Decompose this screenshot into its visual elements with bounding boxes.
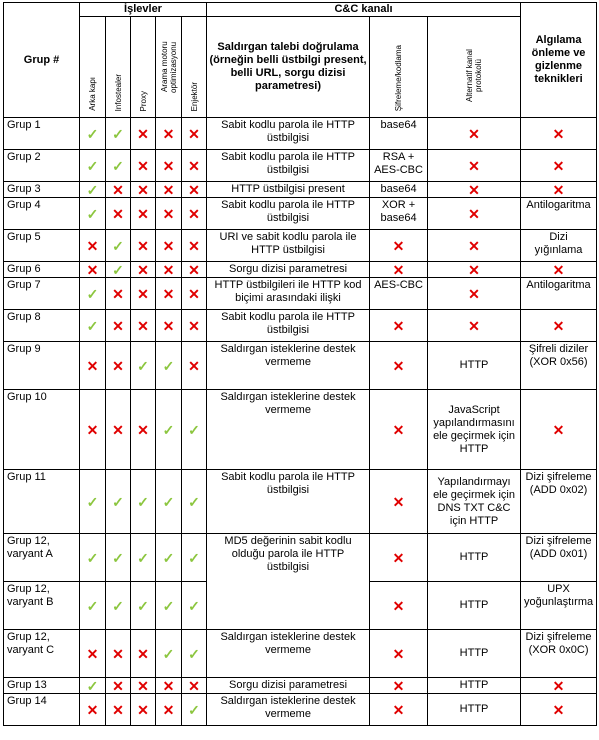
cross-icon: ✕	[392, 261, 405, 278]
infostealer-cell	[106, 678, 131, 694]
backdoor-header: Arka kapı	[80, 17, 106, 118]
injector-cell	[182, 678, 207, 694]
islevler-header: İşlevler	[80, 3, 207, 17]
cross-icon: ✕	[468, 237, 480, 254]
table-row	[4, 534, 597, 582]
auth-cell: Saldırgan isteklerine destek vermeme	[207, 630, 370, 678]
check-icon: ✓	[86, 205, 99, 222]
alt-channel-cell: Yapılandırmayı ele geçirmek için DNS TXT C&C için HTTP	[428, 470, 521, 534]
seo-cell	[156, 390, 182, 470]
infostealer-cell	[106, 694, 131, 726]
evasion-cell: Antilogaritma	[521, 278, 597, 310]
alt-channel-cell	[428, 262, 521, 278]
check-icon: ✓	[162, 597, 175, 614]
check-icon: ✓	[112, 237, 124, 254]
check-icon: ✓	[188, 597, 200, 614]
evasion-cell	[521, 182, 597, 198]
encryption-cell	[370, 342, 428, 390]
cross-icon: ✕	[112, 205, 124, 222]
alt-channel-cell	[428, 198, 521, 230]
alt-channel-cell: JavaScript yapılandırmasını ele geçirmek için HTTP	[428, 390, 521, 470]
table-row	[4, 230, 597, 262]
encryption-cell	[370, 390, 428, 470]
auth-cell: Sabit kodlu parola ile HTTP üstbilgisi	[207, 310, 370, 342]
cross-icon: ✕	[552, 261, 565, 278]
check-icon: ✓	[162, 645, 175, 662]
table-row	[4, 118, 597, 150]
encryption-cell	[370, 470, 428, 534]
evasion-cell: Şifreli diziler (XOR 0x56)	[521, 342, 597, 390]
cross-icon: ✕	[162, 261, 175, 278]
check-icon: ✓	[188, 701, 200, 718]
seo-cell	[156, 150, 182, 182]
check-icon: ✓	[137, 597, 149, 614]
cross-icon: ✕	[392, 701, 405, 718]
evasion-cell	[521, 262, 597, 278]
cross-icon: ✕	[137, 261, 149, 278]
backdoor-cell	[80, 534, 106, 582]
proxy-cell	[131, 262, 156, 278]
seo-cell	[156, 582, 182, 630]
infostealer-cell	[106, 150, 131, 182]
injector-cell	[182, 630, 207, 678]
check-icon: ✓	[86, 493, 99, 510]
cross-icon: ✕	[112, 677, 124, 694]
cross-icon: ✕	[112, 181, 124, 198]
auth-cell: Sorgu dizisi parametresi	[207, 262, 370, 278]
cross-icon: ✕	[162, 317, 175, 334]
check-icon: ✓	[162, 493, 175, 510]
group-name: Grup 12, varyant B	[4, 582, 80, 630]
check-icon: ✓	[188, 493, 200, 510]
cross-icon: ✕	[137, 317, 149, 334]
table-row	[4, 262, 597, 278]
alt-channel-cell: HTTP	[428, 694, 521, 726]
infostealer-cell	[106, 390, 131, 470]
cross-icon: ✕	[137, 157, 149, 174]
proxy-cell	[131, 310, 156, 342]
injector-cell	[182, 198, 207, 230]
table-row	[4, 678, 597, 694]
table-row	[4, 278, 597, 310]
encryption-header: Şifreleme/kodlama	[370, 17, 428, 118]
evasion-cell: Dizi şifreleme (ADD 0x01)	[521, 534, 597, 582]
auth-cell: Saldırgan isteklerine destek vermeme	[207, 390, 370, 470]
cross-icon: ✕	[552, 125, 565, 142]
check-icon: ✓	[112, 597, 124, 614]
infostealer-cell	[106, 262, 131, 278]
cross-icon: ✕	[86, 701, 99, 718]
encryption-cell	[370, 534, 428, 582]
evasion-cell	[521, 390, 597, 470]
auth-cell: Sabit kodlu parola ile HTTP üstbilgisi	[207, 198, 370, 230]
cross-icon: ✕	[112, 317, 124, 334]
proxy-cell	[131, 582, 156, 630]
cross-icon: ✕	[468, 205, 480, 222]
check-icon: ✓	[86, 549, 99, 566]
cross-icon: ✕	[552, 701, 565, 718]
cross-icon: ✕	[162, 181, 175, 198]
group-name: Grup 11	[4, 470, 80, 534]
comparison-table	[3, 2, 597, 726]
injector-header: Enjektör	[182, 17, 207, 118]
proxy-cell	[131, 694, 156, 726]
infostealer-cell	[106, 310, 131, 342]
encryption-cell: RSA + AES-CBC	[370, 150, 428, 182]
infostealer-cell	[106, 534, 131, 582]
table-row	[4, 310, 597, 342]
encryption-cell	[370, 582, 428, 630]
seo-cell	[156, 182, 182, 198]
check-icon: ✓	[86, 317, 99, 334]
group-name: Grup 4	[4, 198, 80, 230]
cross-icon: ✕	[392, 357, 405, 374]
proxy-cell	[131, 534, 156, 582]
check-icon: ✓	[137, 357, 149, 374]
alt-channel-cell	[428, 310, 521, 342]
check-icon: ✓	[86, 597, 99, 614]
seo-cell	[156, 262, 182, 278]
cross-icon: ✕	[552, 421, 565, 438]
encryption-cell	[370, 630, 428, 678]
alt-channel-cell: HTTP	[428, 630, 521, 678]
backdoor-cell	[80, 582, 106, 630]
seo-cell	[156, 278, 182, 310]
infostealer-cell	[106, 118, 131, 150]
proxy-header: Proxy	[131, 17, 156, 118]
injector-cell	[182, 470, 207, 534]
seo-header: Arama motoru optimizasyonu	[156, 17, 182, 118]
auth-cell: HTTP üstbilgileri ile HTTP kod biçimi arasındaki ilişki	[207, 278, 370, 310]
alt-channel-cell	[428, 118, 521, 150]
proxy-cell	[131, 678, 156, 694]
infostealer-cell	[106, 230, 131, 262]
injector-cell	[182, 182, 207, 198]
group-name: Grup 8	[4, 310, 80, 342]
cross-icon: ✕	[468, 157, 480, 174]
cross-icon: ✕	[392, 645, 405, 662]
group-name: Grup 1	[4, 118, 80, 150]
backdoor-cell	[80, 310, 106, 342]
injector-cell	[182, 390, 207, 470]
cross-icon: ✕	[468, 285, 480, 302]
backdoor-cell	[80, 630, 106, 678]
seo-cell	[156, 118, 182, 150]
auth-header: Saldırgan talebi doğrulama (örneğin belli üstbilgi present, belli URL, sorgu dizisi parametresi)	[207, 17, 370, 118]
cross-icon: ✕	[162, 125, 175, 142]
cross-icon: ✕	[86, 421, 99, 438]
injector-cell	[182, 262, 207, 278]
group-name: Grup 12, varyant C	[4, 630, 80, 678]
alt-channel-header: Alternatif kanal protokolü	[428, 17, 521, 118]
alt-channel-cell: HTTP	[428, 678, 521, 694]
cross-icon: ✕	[112, 285, 124, 302]
group-name: Grup 10	[4, 390, 80, 470]
injector-cell	[182, 230, 207, 262]
group-name: Grup 3	[4, 182, 80, 198]
group-name: Grup 13	[4, 678, 80, 694]
check-icon: ✓	[137, 493, 149, 510]
cross-icon: ✕	[86, 261, 99, 278]
table-row	[4, 150, 597, 182]
evasion-cell	[521, 694, 597, 726]
backdoor-cell	[80, 390, 106, 470]
injector-cell	[182, 694, 207, 726]
proxy-cell	[131, 342, 156, 390]
seo-cell	[156, 198, 182, 230]
proxy-cell	[131, 470, 156, 534]
table-row	[4, 390, 597, 470]
backdoor-cell	[80, 678, 106, 694]
proxy-cell	[131, 118, 156, 150]
encryption-cell: AES-CBC	[370, 278, 428, 310]
evasion-cell	[521, 310, 597, 342]
cross-icon: ✕	[392, 549, 405, 566]
cc-channel-header: C&C kanalı	[207, 3, 521, 17]
cross-icon: ✕	[468, 181, 480, 198]
encryption-cell: base64	[370, 118, 428, 150]
alt-channel-cell	[428, 150, 521, 182]
encryption-cell	[370, 230, 428, 262]
cross-icon: ✕	[188, 677, 200, 694]
seo-cell	[156, 310, 182, 342]
auth-cell: Saldırgan isteklerine destek vermeme	[207, 694, 370, 726]
backdoor-cell	[80, 470, 106, 534]
cross-icon: ✕	[112, 421, 124, 438]
cross-icon: ✕	[86, 237, 99, 254]
group-name: Grup 14	[4, 694, 80, 726]
auth-cell: Sabit kodlu parola ile HTTP üstbilgisi	[207, 118, 370, 150]
check-icon: ✓	[86, 157, 99, 174]
check-icon: ✓	[112, 125, 124, 142]
cross-icon: ✕	[468, 125, 480, 142]
cross-icon: ✕	[162, 701, 175, 718]
injector-cell	[182, 582, 207, 630]
check-icon: ✓	[162, 421, 175, 438]
alt-channel-cell: HTTP	[428, 582, 521, 630]
infostealer-cell	[106, 198, 131, 230]
cross-icon: ✕	[112, 357, 124, 374]
injector-cell	[182, 342, 207, 390]
evasion-cell: Dizi şifreleme (XOR 0x0C)	[521, 630, 597, 678]
check-icon: ✓	[137, 549, 149, 566]
seo-cell	[156, 678, 182, 694]
injector-cell	[182, 534, 207, 582]
proxy-cell	[131, 182, 156, 198]
evasion-cell	[521, 678, 597, 694]
cross-icon: ✕	[392, 237, 405, 254]
cross-icon: ✕	[552, 677, 565, 694]
evasion-cell: Antilogaritma	[521, 198, 597, 230]
backdoor-cell	[80, 150, 106, 182]
infostealer-cell	[106, 278, 131, 310]
cross-icon: ✕	[137, 125, 149, 142]
cross-icon: ✕	[162, 205, 175, 222]
injector-cell	[182, 278, 207, 310]
proxy-cell	[131, 230, 156, 262]
auth-cell: URI ve sabit kodlu parola ile HTTP üstbilgisi	[207, 230, 370, 262]
alt-channel-cell	[428, 278, 521, 310]
auth-cell: Saldırgan isteklerine destek vermeme	[207, 342, 370, 390]
infostealer-cell	[106, 342, 131, 390]
table-row	[4, 182, 597, 198]
cross-icon: ✕	[188, 181, 200, 198]
check-icon: ✓	[112, 157, 124, 174]
infostealer-header: Infostealer	[106, 17, 131, 118]
injector-cell	[182, 150, 207, 182]
encryption-cell: base64	[370, 182, 428, 198]
cross-icon: ✕	[468, 317, 480, 334]
auth-cell: Sabit kodlu parola ile HTTP üstbilgisi	[207, 470, 370, 534]
check-icon: ✓	[162, 357, 175, 374]
check-icon: ✓	[86, 125, 99, 142]
cross-icon: ✕	[392, 317, 405, 334]
group-column-header: Grup #	[4, 3, 80, 118]
cross-icon: ✕	[162, 285, 175, 302]
check-icon: ✓	[86, 181, 99, 198]
cross-icon: ✕	[162, 677, 175, 694]
evasion-cell: Dizi şifreleme (ADD 0x02)	[521, 470, 597, 534]
cross-icon: ✕	[188, 357, 200, 374]
check-icon: ✓	[188, 645, 200, 662]
proxy-cell	[131, 150, 156, 182]
check-icon: ✓	[112, 549, 124, 566]
evasion-cell: UPX yoğunlaştırma	[521, 582, 597, 630]
check-icon: ✓	[112, 493, 124, 510]
backdoor-cell	[80, 342, 106, 390]
cross-icon: ✕	[112, 645, 124, 662]
auth-cell: HTTP üstbilgisi present	[207, 182, 370, 198]
encryption-cell: XOR + base64	[370, 198, 428, 230]
cross-icon: ✕	[137, 285, 149, 302]
check-icon: ✓	[112, 261, 124, 278]
infostealer-cell	[106, 182, 131, 198]
cross-icon: ✕	[468, 261, 480, 278]
cross-icon: ✕	[86, 645, 99, 662]
cross-icon: ✕	[188, 205, 200, 222]
cross-icon: ✕	[137, 205, 149, 222]
seo-cell	[156, 230, 182, 262]
seo-cell	[156, 342, 182, 390]
cross-icon: ✕	[392, 493, 405, 510]
alt-channel-cell	[428, 182, 521, 198]
cross-icon: ✕	[392, 421, 405, 438]
proxy-cell	[131, 198, 156, 230]
cross-icon: ✕	[137, 701, 149, 718]
check-icon: ✓	[86, 285, 99, 302]
proxy-cell	[131, 278, 156, 310]
check-icon: ✓	[86, 677, 99, 694]
encryption-cell	[370, 262, 428, 278]
group-name: Grup 2	[4, 150, 80, 182]
cross-icon: ✕	[112, 701, 124, 718]
evasion-cell	[521, 118, 597, 150]
proxy-cell	[131, 390, 156, 470]
alt-channel-cell: HTTP	[428, 342, 521, 390]
cross-icon: ✕	[188, 125, 200, 142]
cross-icon: ✕	[552, 317, 565, 334]
cross-icon: ✕	[137, 421, 149, 438]
group-name: Grup 7	[4, 278, 80, 310]
cross-icon: ✕	[137, 645, 149, 662]
backdoor-cell	[80, 278, 106, 310]
encryption-cell	[370, 694, 428, 726]
cross-icon: ✕	[552, 157, 565, 174]
check-icon: ✓	[188, 549, 200, 566]
table-row	[4, 694, 597, 726]
alt-channel-cell	[428, 230, 521, 262]
encryption-cell	[370, 678, 428, 694]
cross-icon: ✕	[188, 157, 200, 174]
backdoor-cell	[80, 182, 106, 198]
cross-icon: ✕	[162, 237, 175, 254]
cross-icon: ✕	[137, 677, 149, 694]
check-icon: ✓	[162, 549, 175, 566]
group-name: Grup 9	[4, 342, 80, 390]
group-name: Grup 6	[4, 262, 80, 278]
backdoor-cell	[80, 230, 106, 262]
table-row	[4, 630, 597, 678]
encryption-cell	[370, 310, 428, 342]
cross-icon: ✕	[137, 181, 149, 198]
seo-cell	[156, 630, 182, 678]
auth-cell: Sorgu dizisi parametresi	[207, 678, 370, 694]
cross-icon: ✕	[137, 237, 149, 254]
table-body	[4, 118, 597, 726]
evasion-cell	[521, 150, 597, 182]
cross-icon: ✕	[162, 157, 175, 174]
infostealer-cell	[106, 582, 131, 630]
seo-cell	[156, 694, 182, 726]
backdoor-cell	[80, 694, 106, 726]
evasion-cell: Dizi yığınlama	[521, 230, 597, 262]
proxy-cell	[131, 630, 156, 678]
alt-channel-cell: HTTP	[428, 534, 521, 582]
injector-cell	[182, 118, 207, 150]
table-row	[4, 198, 597, 230]
cross-icon: ✕	[188, 237, 200, 254]
backdoor-cell	[80, 262, 106, 278]
cross-icon: ✕	[86, 357, 99, 374]
seo-cell	[156, 534, 182, 582]
evasion-header: Algılama önleme ve gizlenme teknikleri	[521, 3, 597, 118]
backdoor-cell	[80, 198, 106, 230]
cross-icon: ✕	[188, 317, 200, 334]
auth-cell: MD5 değerinin sabit kodlu olduğu parola ile HTTP üstbilgisi	[207, 534, 370, 630]
infostealer-cell	[106, 630, 131, 678]
group-name: Grup 12, varyant A	[4, 534, 80, 582]
cross-icon: ✕	[188, 261, 200, 278]
cross-icon: ✕	[392, 677, 405, 694]
table-row	[4, 470, 597, 534]
cross-icon: ✕	[188, 285, 200, 302]
table-row	[4, 342, 597, 390]
infostealer-cell	[106, 470, 131, 534]
auth-cell: Sabit kodlu parola ile HTTP üstbilgisi	[207, 150, 370, 182]
seo-cell	[156, 470, 182, 534]
cross-icon: ✕	[392, 597, 405, 614]
backdoor-cell	[80, 118, 106, 150]
cross-icon: ✕	[552, 181, 565, 198]
injector-cell	[182, 310, 207, 342]
group-name: Grup 5	[4, 230, 80, 262]
check-icon: ✓	[188, 421, 200, 438]
